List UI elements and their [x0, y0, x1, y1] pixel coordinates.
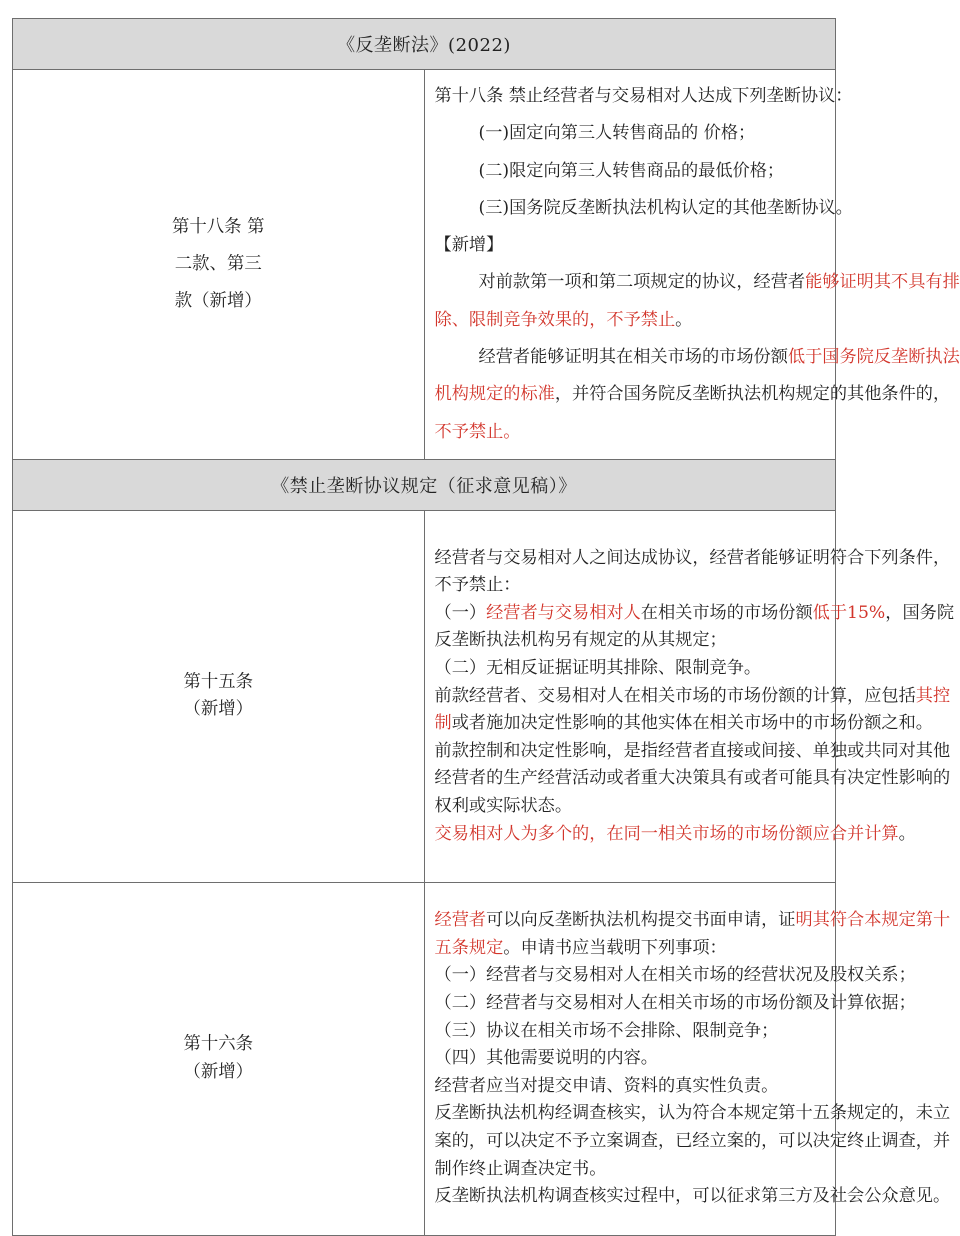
text-line [435, 793, 826, 821]
text-line [435, 655, 826, 683]
text-segment: 经营者应当对提交申请、资料的真实性负责。 [434, 1075, 779, 1096]
text-line [434, 1183, 951, 1211]
text-segment: 不予禁止： [434, 575, 521, 596]
text-line [434, 962, 916, 990]
article-label [13, 510, 425, 882]
text-segment: 。 [675, 309, 693, 330]
text-segment: 。 [898, 823, 916, 844]
article-label [13, 70, 425, 460]
article-label-line: （新增） [183, 1061, 254, 1082]
text-segment: 经营者与交易相对人之间达成协议，经营者能够证明符合下列条件， [434, 547, 951, 568]
text-segment: 反垄断执法机构另有规定的从其规定； [434, 630, 727, 651]
text-line [434, 545, 951, 573]
highlighted-text: 明其符合本规定第十 [795, 910, 951, 931]
text-segment: 制作终止调查决定书。 [434, 1158, 607, 1179]
text-line [435, 190, 853, 227]
highlighted-text: 机构规定的标准 [434, 384, 555, 405]
text-segment: 前款经营者、交易相对人在相关市场的市场份额的计算，应包括 [434, 685, 916, 706]
article-label-line: 第十六条 [183, 1034, 254, 1055]
text-segment: 前款控制和决定性影响，是指经营者直接或间接、单独或共同对其他 [434, 740, 951, 761]
text-line [434, 683, 951, 711]
text-segment: 在相关市场的市场份额 [640, 602, 813, 623]
text-line [434, 78, 853, 115]
text-line [435, 1073, 826, 1101]
text-segment: 。申请书应当载明下列事项： [503, 937, 727, 958]
text-line [435, 627, 826, 655]
text-segment: 反垄断执法机构经调查核实，认为符合本规定第十五条规定的，未立 [434, 1103, 951, 1124]
text-line [435, 414, 826, 451]
highlighted-text: 低于15% [812, 602, 886, 623]
highlighted-text: 除、限制竞争效果的，不予禁止 [434, 309, 676, 330]
text-segment: (二)限定向第三人转售商品的最低价格； [478, 160, 785, 181]
article-label-line: 第十五条 [183, 671, 254, 692]
text-segment: 或者施加决定性影响的其他实体在相关市场中的市场份额之和。 [451, 713, 933, 734]
text-segment: 对前款第一项和第二项规定的协议，经营者 [478, 272, 806, 293]
comparison-table [12, 18, 960, 1236]
text-segment: （二）无相反证据证明其排除、限制竞争。 [434, 658, 762, 679]
text-segment: （三）协议在相关市场不会排除、限制竞争； [434, 1020, 779, 1041]
text-segment: 【新增】 [434, 235, 504, 256]
text-segment: (一)固定向第三人转售商品的 价格； [478, 123, 756, 144]
text-line [434, 821, 916, 849]
text-segment: ，国务院 [885, 602, 955, 623]
article-row [13, 510, 836, 882]
text-line [435, 264, 960, 301]
article-label-line: 第十八条 第 [172, 216, 265, 237]
highlighted-text: 低于国务院反垄断执法 [787, 347, 960, 368]
text-segment: （二）经营者与交易相对人在相关市场的市场份额及计算依据； [434, 992, 916, 1013]
text-line [434, 1128, 951, 1156]
text-segment: (三)国务院反垄断执法机构认定的其他垄断协议。 [478, 197, 853, 218]
text-line [435, 1156, 826, 1184]
article-content [424, 510, 955, 882]
text-line [435, 935, 826, 963]
text-segment: 可以向反垄断执法机构提交书面申请，证 [486, 910, 796, 931]
text-segment: （四）其他需要说明的内容。 [434, 1048, 658, 1069]
text-segment: （一）经营者与交易相对人在相关市场的经营状况及股权关系； [434, 965, 916, 986]
text-segment: 反垄断执法机构调查核实过程中，可以征求第三方及社会公众意见。 [434, 1186, 951, 1207]
text-line [434, 738, 951, 766]
article-label [13, 882, 425, 1235]
text-line [435, 153, 826, 190]
highlighted-text: 不予禁止。 [434, 421, 521, 442]
text-line [434, 765, 951, 793]
article-label-line: （新增） [183, 699, 254, 720]
text-segment: 经营者的生产经营活动或者重大决策具有或者可能具有决定性影响的 [434, 768, 951, 789]
highlighted-text: 制 [434, 713, 452, 734]
section-title-draft-regulation: 《禁止垄断协议规定（征求意见稿）》 [13, 459, 836, 510]
text-line [435, 115, 826, 152]
text-line [435, 339, 960, 376]
article-content [424, 70, 960, 460]
text-segment: 第十八条 禁止经营者与交易相对人达成下列垄断协议： [434, 86, 853, 106]
text-line [434, 1100, 951, 1128]
section-header-row [13, 19, 836, 70]
highlighted-text: 五条规定 [434, 937, 504, 958]
highlighted-text: 经营者 [434, 910, 487, 931]
highlighted-text: 其控 [915, 685, 951, 706]
text-segment: （一） [434, 602, 487, 623]
text-line [435, 572, 826, 600]
highlighted-text: 交易相对人为多个的，在同一相关市场的市场份额应合并计算 [434, 823, 899, 844]
section-header-row [13, 459, 836, 510]
text-segment: ，并符合国务院反垄断执法机构规定的其他条件的， [554, 384, 951, 405]
text-segment: 权利或实际状态。 [434, 796, 573, 817]
text-line [434, 990, 916, 1018]
text-line [435, 227, 826, 264]
text-line [435, 1018, 826, 1046]
article-content [424, 882, 951, 1235]
section-title-antimonopoly-law: 《反垄断法》(2022) [13, 19, 836, 70]
text-line [434, 907, 951, 935]
highlighted-text: 经营者与交易相对人 [486, 602, 641, 623]
text-line [434, 376, 951, 413]
text-segment: 经营者能够证明其在相关市场的市场份额 [478, 347, 788, 368]
article-label-line: 款（新增） [174, 291, 262, 312]
article-row [13, 882, 836, 1235]
highlighted-text: 能够证明其不具有排 [805, 272, 960, 293]
article-row [13, 70, 836, 460]
article-label-line: 二款、第三 [174, 253, 262, 274]
text-line [434, 600, 955, 628]
text-line [435, 1045, 826, 1073]
text-line [435, 302, 826, 339]
article-label-text [19, 669, 418, 724]
article-label-text [19, 1031, 418, 1086]
article-label-text [19, 209, 418, 321]
text-line [434, 710, 933, 738]
text-segment: 案的，可以决定不予立案调查，已经立案的，可以决定终止调查，并 [434, 1130, 951, 1151]
